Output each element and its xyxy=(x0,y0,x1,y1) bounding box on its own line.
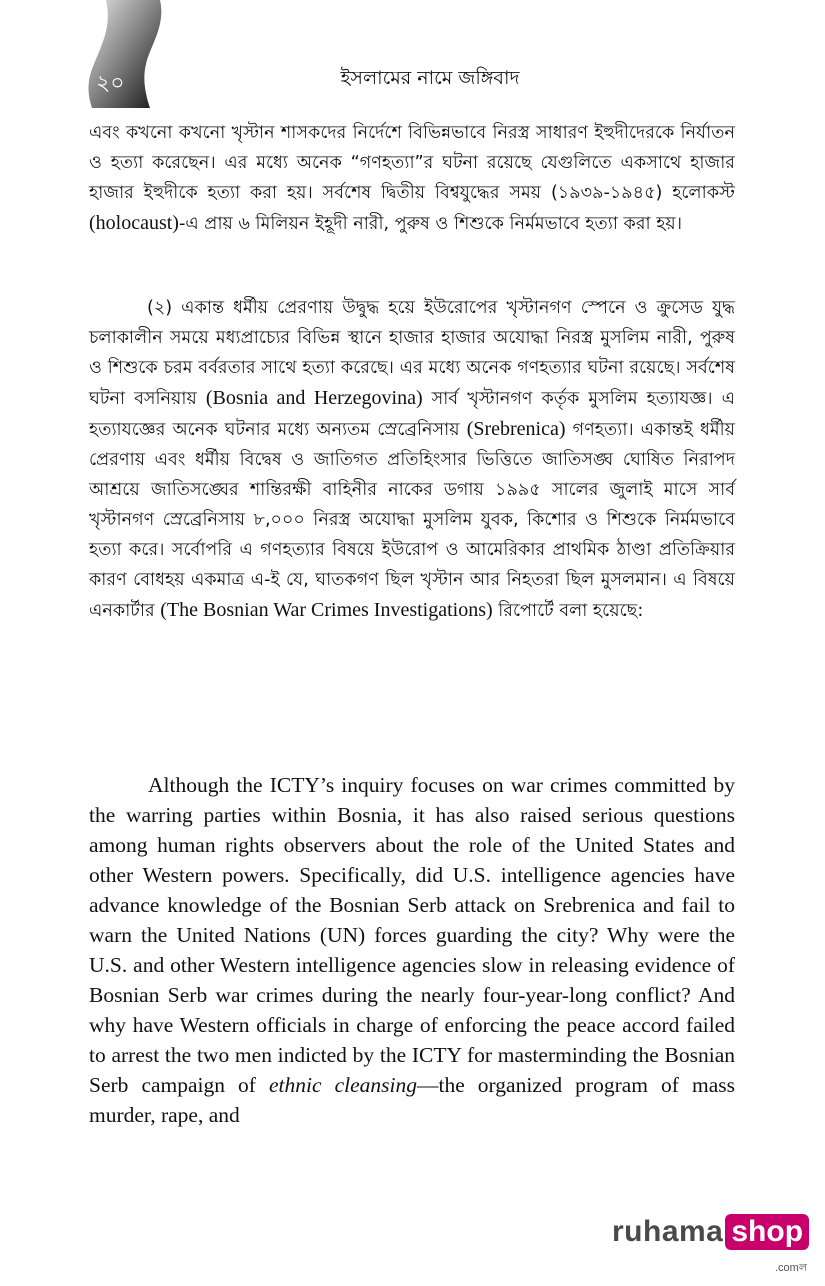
watermark-text: ruhama xyxy=(612,1215,724,1248)
paragraph2-latin-a: (Bosnia and Herzegovina) xyxy=(205,387,423,409)
running-title: ইসলামের নামে জঙ্গিবাদ xyxy=(340,67,520,89)
paragraph1-text-b: -এ প্রায় ৬ মিলিয়ন ইহূদী নারী, পুরুষ ও শিশুকে নির্মমভাবে হত্যা করা হয়। xyxy=(178,214,683,234)
quote-italic-term: ethnic cleansing xyxy=(269,1073,417,1097)
paragraph1-latin-a: (holocaust) xyxy=(89,212,179,234)
encarta-quote xyxy=(89,770,735,1130)
watermark-boxed-text: shop xyxy=(731,1215,804,1248)
watermark-domain: .comল xyxy=(775,1262,808,1274)
publisher-watermark xyxy=(612,1210,809,1274)
paragraph-holocaust xyxy=(89,118,735,239)
watermark-shop-badge xyxy=(725,1214,809,1274)
paragraph2-latin-b: (Srebrenica) xyxy=(466,418,566,440)
paragraph2-text-a: (২) একান্ত ধর্মীয় প্রেরণায় উদ্বুদ্ধ হয়ে ইউরোপের খৃস্টানগণ স্পেনে ও ক্রুসেড যুদ্ধ চলাকালীন সময়ে মধ্যপ্রাচ্যের বিভিন্ন স্থানে হাজার হাজার অযোদ্ধা নিরস্ত্র মুসলিম নারী, পুরুষ ও শিশুকে চরম বর্বরতার সাথে হত্যা করেছে। এর মধ্যে অনেক গণহত্যার ঘটনা রয়েছে। সর্বশেষ ঘটনা বসনিয়ায় xyxy=(89,298,735,409)
paragraph2-text-d: রিপোর্টে বলা হয়েছে: xyxy=(492,601,644,621)
quote-text-b: —the organized program of mass murder, rape, and xyxy=(89,1073,735,1127)
quote-text-a: Although the ICTY’s inquiry focuses on war crimes committed by the warring parties within Bosnia, it has also raised serious questions among human rights observers about the role of the United States and other Western powers. Specifically, did U.S. intelligence agencies have advance knowledge of the Bosnian Serb attack on Srebrenica and fail to warn the United Nations (UN) forces guarding the city? Why were the U.S. and other Western intelligence agencies slow in releasing evidence of Bosnian Serb war crimes during the nearly four-year-long conflict? And why have Western officials in charge of enforcing the peace accord failed to arrest the two men indicted by the ICTY for masterminding the Bosnian Serb campaign of xyxy=(89,773,735,1097)
paragraph1-text-a: এবং কখনো কখনো খৃস্টান শাসকদের নির্দেশে বিভিন্নভাবে নিরস্ত্র সাধারণ ইহুদীদেরকে নির্যাতন ও হত্যা করেছেন। এর মধ্যে অনেক “গণহত্যা”র ঘটনা রয়েছে যেগুলিতে একসাথে হাজার হাজার ইহুদীকে হত্যা করা হয়। সর্বশেষ দ্বিতীয় বিশ্বযুদ্ধের সময় (১৯৩৯-১৯৪৫) হলোকস্ট xyxy=(89,123,735,203)
paragraph-bosnia xyxy=(89,293,735,626)
paragraph2-latin-c: (The Bosnian War Crimes Investigations) xyxy=(160,599,493,621)
page-number: ২০ xyxy=(96,71,125,96)
paragraph2-text-c: গণহত্যা। একান্তই ধর্মীয় প্রেরণায় এবং ধর্মীয় বিদ্বেষ ও জাতিগত প্রতিহিংসার ভিত্তিতে জাতিসঙ্ঘ ঘোষিত নিরাপদ আশ্রয়ে জাতিসঙ্ঘের শান্তিরক্ষী বাহিনীর নাকের ডগায় ১৯৯৫ সালের জুলাই মাসে সার্ব খৃস্টানগণ স্রেব্রেনিসায় ৮,০০০ নিরস্ত্র অযোদ্ধা মুসলিম যুবক, কিশোর ও শিশুকে নির্মমভাবে হত্যা করে। সর্বোপরি এ গণহত্যার বিষয়ে ইউরোপ ও আমেরিকার প্রাথমিক ঠাণ্ডা প্রতিক্রিয়ার কারণ বোধহয় একমাত্র এ-ই যে, ঘাতকগণ ছিল খৃস্টান আর নিহতরা ছিল মুসলমান। এ বিষয়ে এনকার্টার xyxy=(89,420,736,621)
paragraph2-text-b: সার্ব খৃস্টানগণ কর্তৃক মুসলিম হত্যাযজ্ঞ। এ হত্যাযজ্ঞের অনেক ঘটনার মধ্যে অন্যতম স্রেব্রেনিসায় xyxy=(89,389,735,440)
